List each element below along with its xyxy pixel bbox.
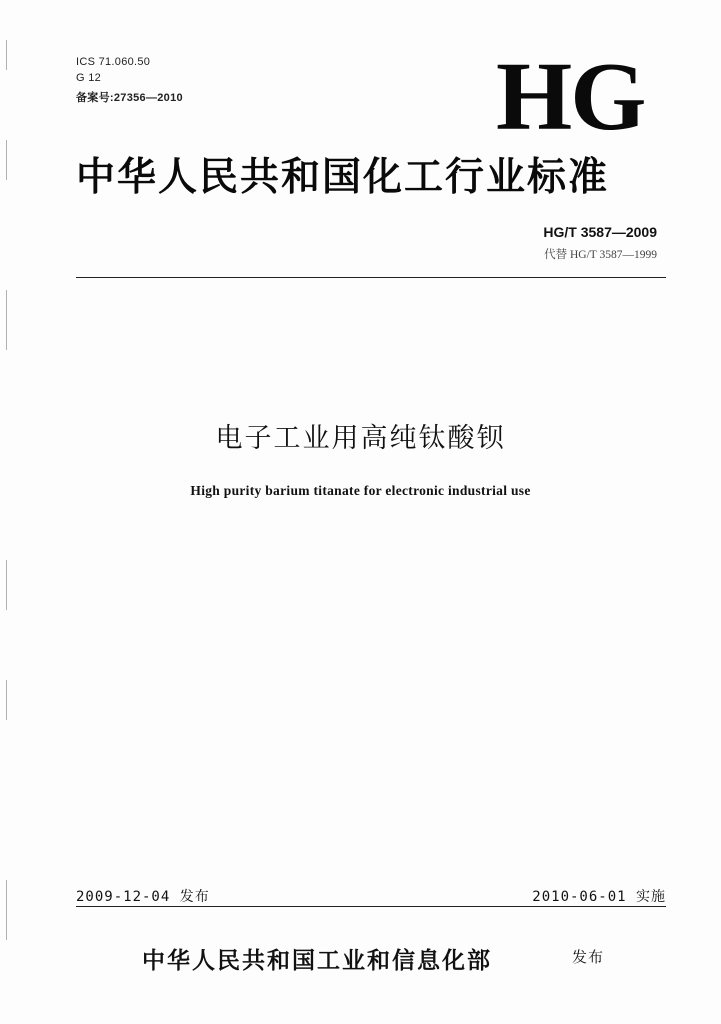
hg-logo: HG xyxy=(496,43,645,151)
footer-divider xyxy=(76,906,666,907)
scan-artifact xyxy=(6,560,7,610)
issuing-authority: 中华人民共和国工业和信息化部 xyxy=(142,947,492,974)
ics-code: ICS 71.060.50 xyxy=(76,56,151,68)
scan-artifact xyxy=(6,40,7,70)
document-title-english: High purity barium titanate for electronic industrial use xyxy=(190,483,531,498)
header-divider xyxy=(76,277,666,278)
issue-date: 2009-12-04 发布 xyxy=(76,889,210,905)
standard-code: HG/T 3587—2009 xyxy=(543,224,657,240)
issuing-label: 发布 xyxy=(572,948,605,966)
document-title-chinese: 电子工业用高纯钛酸钡 xyxy=(215,423,506,454)
implementation-date: 2010-06-01 实施 xyxy=(532,889,666,905)
replaced-standard: 代替 HG/T 3587—1999 xyxy=(544,249,657,261)
record-number: 备案号:27356—2010 xyxy=(76,92,183,104)
ccs-code: G 12 xyxy=(76,72,102,84)
scan-artifact xyxy=(6,880,7,940)
scan-artifact xyxy=(6,290,7,350)
scan-artifact xyxy=(6,140,7,180)
scan-artifact xyxy=(6,680,7,720)
standard-category-title: 中华人民共和国化工行业标准 xyxy=(76,154,610,200)
